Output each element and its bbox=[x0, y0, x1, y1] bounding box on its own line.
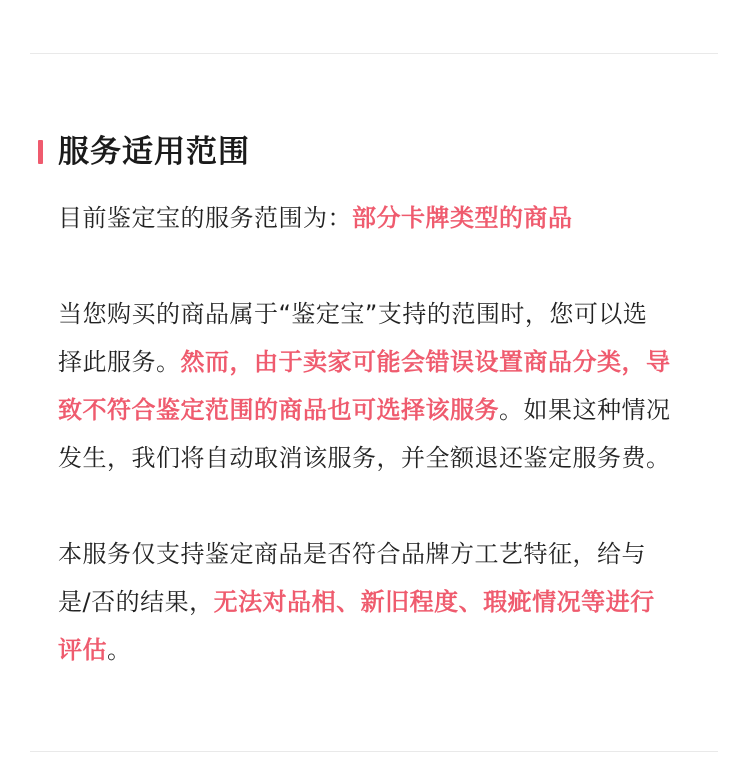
limitation-highlight-2b: 无法对品相、新旧程度、瑕疵情况等进行 bbox=[213, 588, 655, 616]
top-divider bbox=[30, 53, 718, 54]
scope-line-1 bbox=[58, 194, 718, 242]
limitation-text-3b: 。 bbox=[107, 636, 132, 664]
limitation-line-2 bbox=[58, 578, 718, 626]
section-accent-bar bbox=[38, 140, 43, 164]
eligibility-line-3 bbox=[58, 386, 718, 434]
eligibility-line-2 bbox=[58, 338, 718, 386]
eligibility-highlight-2b: 然而，由于卖家可能会错误设置商品分类，导 bbox=[180, 348, 671, 376]
eligibility-text-2a: 择此服务。 bbox=[58, 348, 181, 376]
eligibility-text-3b: 。如果这种情况 bbox=[499, 396, 671, 424]
limitation-line-1: 本服务仅支持鉴定商品是否符合品牌方工艺特征，给与 bbox=[58, 540, 646, 568]
scope-text: 目前鉴定宝的服务范围为： bbox=[58, 204, 352, 232]
eligibility-highlight-3a: 致不符合鉴定范围的商品也可选择该服务 bbox=[58, 396, 499, 424]
eligibility-paragraph bbox=[58, 290, 718, 482]
section-header bbox=[38, 132, 250, 172]
limitation-paragraph bbox=[58, 530, 718, 674]
scope-paragraph bbox=[58, 194, 718, 242]
eligibility-line-1: 当您购买的商品属于“鉴定宝”支持的范围时，您可以选 bbox=[58, 300, 648, 328]
scope-highlight: 部分卡牌类型的商品 bbox=[352, 204, 573, 232]
section-title: 服务适用范围 bbox=[58, 134, 250, 170]
limitation-highlight-3a: 评估 bbox=[58, 636, 107, 664]
eligibility-line-4: 发生，我们将自动取消该服务，并全额退还鉴定服务费。 bbox=[58, 444, 671, 472]
limitation-text-2a: 是/否的结果， bbox=[58, 588, 214, 616]
bottom-divider bbox=[30, 751, 718, 752]
limitation-line-3 bbox=[58, 626, 718, 674]
